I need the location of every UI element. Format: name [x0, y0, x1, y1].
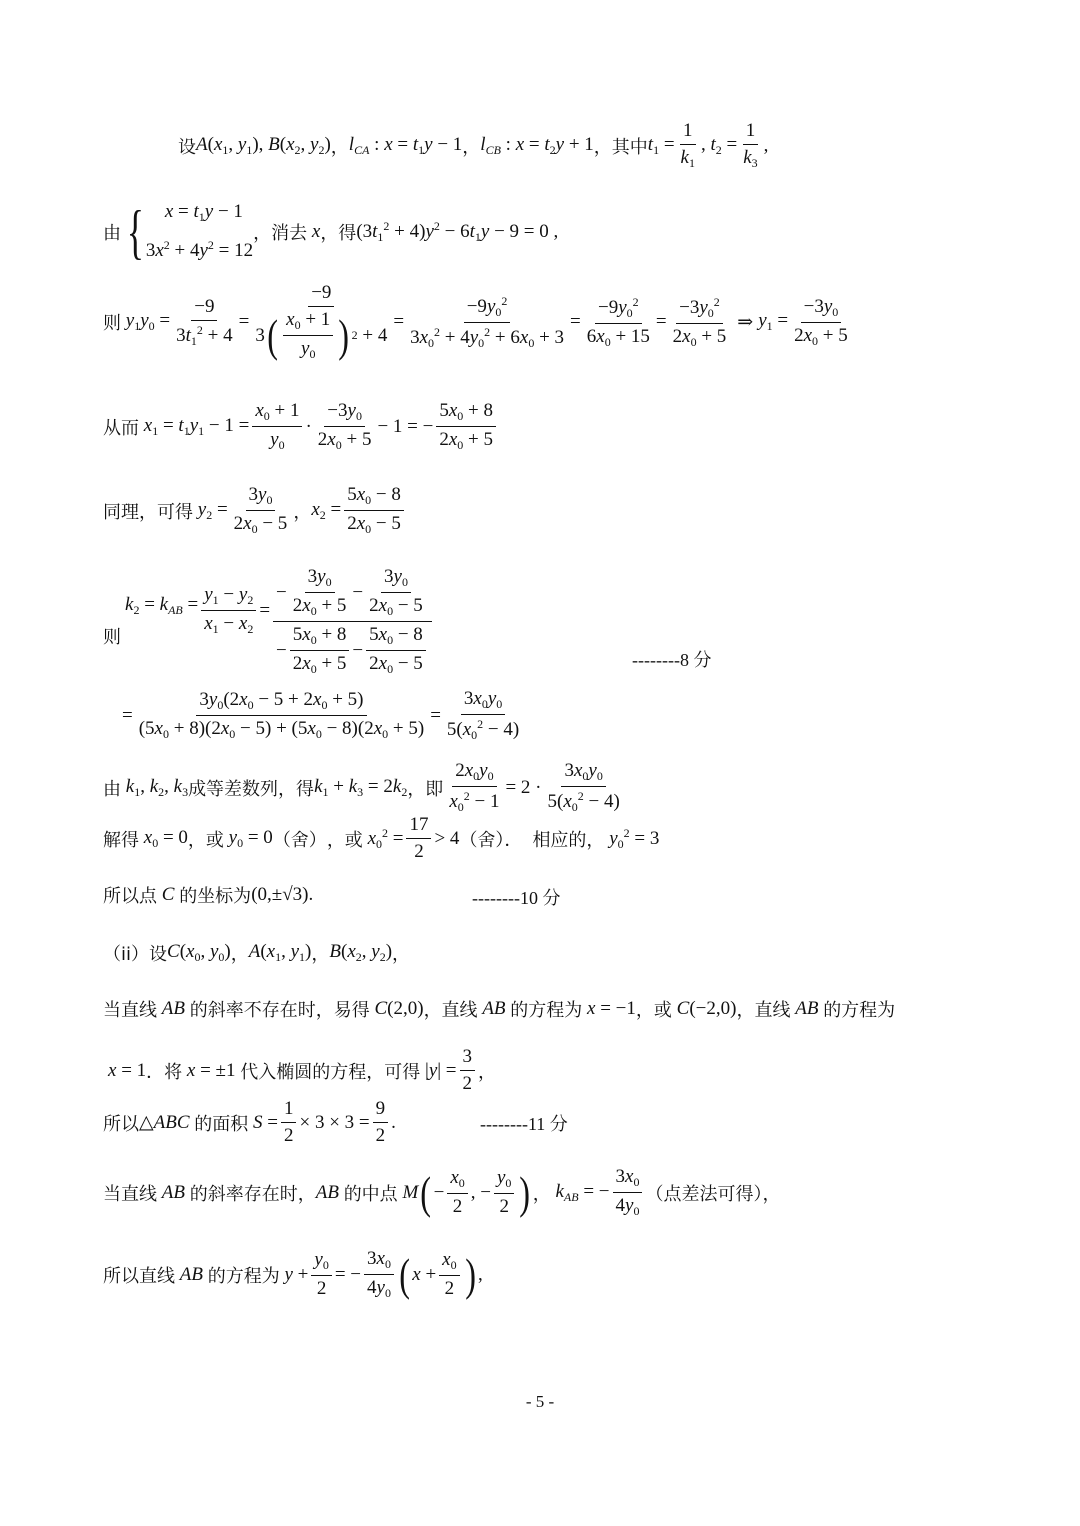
page-number: - 5 -: [525, 1392, 555, 1411]
score-10: --------10 分: [472, 888, 561, 908]
line-no-slope: 当直线 AB 的斜率不存在时，易得 C(2,0) ，直线 AB 的方程为 x = −1 ，或 C(−2,0) ，直线 AB 的方程为: [103, 998, 896, 1021]
line-y1y0: 则 $y_1y_0$ = $\frac{-9}{3t_1^2 + 4}$ = −9 3 ( $\frac{x_0 + 1}{y_0}$ ) 2 + 4 = $\frac{-9y_0^2}{3x_0^2 + 4y_0^2 + 6x_0 + 3}$ = $\frac{-9y_0^2}{6x_0 + 15}$ = $\frac{-3y_0^2}{2x_0 + 5}$ ⇒ $y_1$ = $\frac{-3y_0}{2x_0 + 5}$: [103, 282, 848, 361]
score-8: --------8 分: [632, 650, 712, 670]
line-slope-exists: 当直线 AB 的斜率存在时， AB 的中点 M ( − $\frac{x_0}{2}$ , − $\frac{y_0}{2}$ ) ， $k_{AB}$ = − $\frac{3x_0}{4y_0}$ （点差法可得），: [103, 1166, 781, 1218]
line-x1: 从而 $x_1 = t_1y_1 - 1$ = $\frac{x_0 + 1}{y_0}$ · $\frac{-3y_0}{2x_0 + 5}$ − 1 = − $\frac{5x_0 + 8}{2x_0 + 5}$: [103, 400, 499, 453]
line-point-c: 所以点 C 的坐标为 (0,±√3).: [103, 884, 314, 907]
line-tongli: 同理，可得 $y_2$ = $\frac{3y_0}{2x_0 - 5}$ ， $x_2$ = $\frac{5x_0 - 8}{2x_0 - 5}$: [103, 484, 407, 537]
line-arith: 由 $k_1$, $k_2$, $k_3$ 成等差数列，得 $k_1 + k_3 = 2k_2$ ，即 $\frac{2x_0y_0}{x_0^2 - 1}$ = 2 · $\frac{3x_0y_0}{5(x_0^2 - 4)}$: [103, 760, 620, 814]
line-part-ii: （ii）设 $C(x_0$, $y_0$) ， $A(x_1$, $y_1$) ， $B(x_2$, $y_2$) ，: [103, 941, 411, 965]
line-system: 由 { $x = t_1y - 1$ $3x^2 + 4y^2 = 12$ ，消去 x ，得 $(3t_1^2 + 4)y^2 - 6t_1y - 9 = 0$ ,: [103, 198, 559, 265]
line-k2: $k_2 = k_{AB}$ = 则 $\frac{y_1 - y_2}{x_1 - x_2}$ = − $\frac{3y_0}{2x_0 + 5}$ − $\frac{3y_0}{2x_0 - 5}$ − $\frac{5x_0 + 8}{2x_0 + 5}$ − $\frac{5x_0 - 8}{2x_0 - 5}$: [103, 566, 435, 677]
line-substitute: x = 1 ．将 x = ±1 代入椭圆的方程，可得 |y| = $\frac{3}{2}$ ，: [108, 1046, 497, 1094]
line-solve: 解得 $x_0 = 0$ ，或 $y_0 = 0$ （舍） ，或 $x_0^2$ = $\frac{17}{2}$ > 4 （舍）． 相应的， $y_0^2 = 3$: [103, 814, 660, 862]
line-setup-points: 设 $A(x_1$, $y_1$), $B(x_2$, $y_2$) ， $l_{CA}$ : $x = t_1y - 1$ ， $l_{CB}$ : $x = t_2y + 1$ ，其中 $t_1$ = $\frac{1}{k_1}$ , $t_2$ = $\frac{1}{k_3}$ ,: [178, 120, 769, 170]
line-k2-result: = $\frac{3y_0(2x_0 - 5 + 2x_0 + 5)}{(5x_0 + 8)(2x_0 - 5) + (5x_0 - 8)(2x_0 + 5)}$ = $\frac{3x_0y_0}{5(x_0^2 - 4)}$: [122, 688, 520, 742]
score-11: --------11 分: [480, 1114, 568, 1134]
line-ab-equation: 所以直线 AB 的方程为 y + $\frac{y_0}{2}$ = − $\frac{3x_0}{4y_0}$ ( x + $\frac{x_0}{2}$ ) ,: [103, 1248, 483, 1300]
line-area: 所以 △ABC 的面积 S = $\frac{1}{2}$ × 3 × 3 = $\frac{9}{2}$ .: [103, 1098, 396, 1146]
